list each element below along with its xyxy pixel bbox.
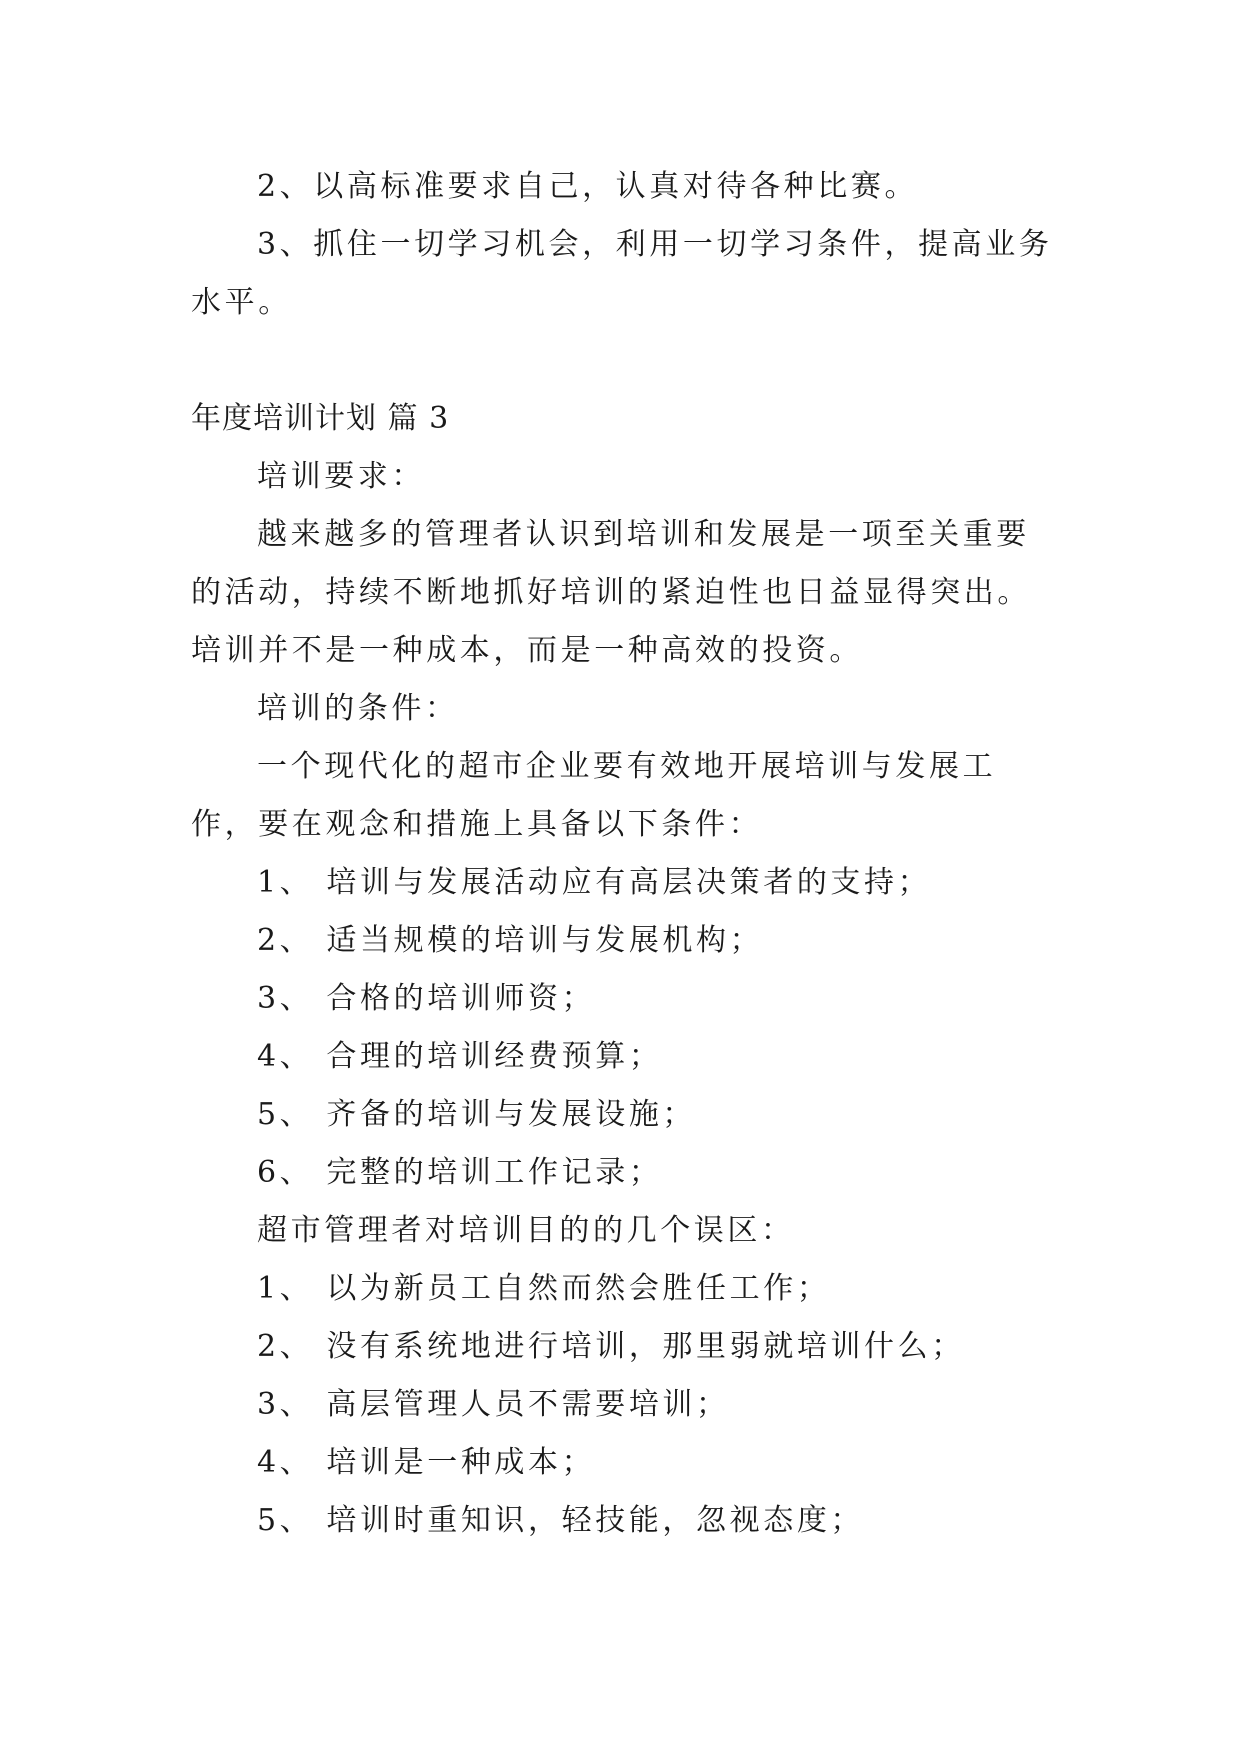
list-item: 3、 高层管理人员不需要培训； [257,1387,730,1422]
list-item: 1、 培训与发展活动应有高层决策者的支持； [257,865,932,900]
paragraph: 培训的条件： [257,691,459,726]
list-item: 6、 完整的培训工作记录； [257,1155,663,1190]
paragraph: 3、抓住一切学习机会，利用一切学习条件，提高业务水平。 [191,227,1053,320]
list-item: 5、 齐备的培训与发展设施； [257,1097,697,1132]
paragraph: 越来越多的管理者认识到培训和发展是一项至关重要的活动，持续不断地抓好培训的紧迫性也日益显得突出。培训并不是一种成本，而是一种高效的投资。 [191,517,1031,668]
list-item: 2、 没有系统地进行培训，那里弱就培训什么； [257,1329,965,1364]
list-item: 4、 培训是一种成本； [257,1445,596,1480]
list-item: 5、 培训时重知识，轻技能，忽视态度； [257,1503,865,1538]
paragraph: 培训要求： [257,459,425,494]
list-item: 2、 适当规模的培训与发展机构； [257,923,764,958]
list-item: 1、 以为新员工自然而然会胜任工作； [257,1271,831,1306]
list-item: 3、 合格的培训师资； [257,981,596,1016]
section-title: 年度培训计划 篇 3 [191,401,450,436]
document-body [191,158,1061,1550]
paragraph: 2、以高标准要求自己，认真对待各种比赛。 [257,169,919,204]
paragraph: 超市管理者对培训目的的几个误区： [257,1213,795,1248]
list-item: 4、 合理的培训经费预算； [257,1039,663,1074]
paragraph: 一个现代化的超市企业要有效地开展培训与发展工作，要在观念和措施上具备以下条件： [191,749,997,842]
blank-line [191,332,1061,390]
